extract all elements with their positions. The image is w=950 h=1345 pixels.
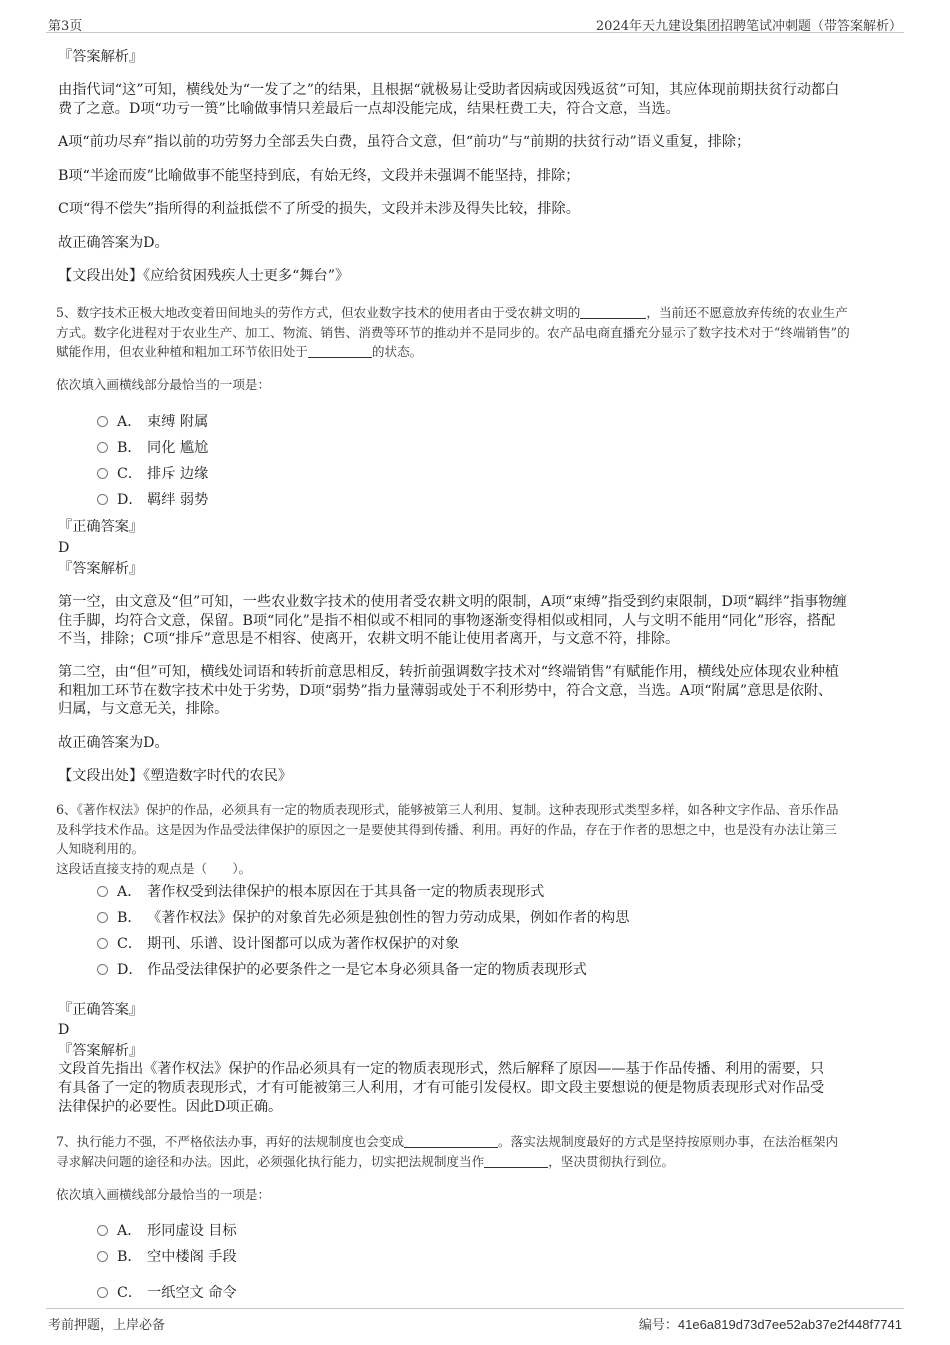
footer-slogan: 考前押题，上岸必备 (48, 1318, 166, 1333)
q5-answer-title: 『正确答案』 (58, 519, 144, 535)
q5-option-d[interactable]: D． 羁绊 弱势 (97, 490, 208, 510)
q5-analysis-title: 『答案解析』 (58, 561, 144, 577)
q6-option-c[interactable]: C． 期刊、乐谱、设计图都可以成为著作权保护的对象 (97, 934, 459, 954)
q7-option-b[interactable]: B． 空中楼阁 手段 (97, 1247, 237, 1267)
q5-blank-2 (308, 344, 372, 358)
q6-option-b[interactable]: B． 《著作权法》保护的对象首先必须是独创性的智力劳动成果，例如作者的构思 (97, 908, 629, 928)
q7-stem-line1: 7、执行能力不强，不严格依法办事，再好的法规制度也会变成 。落实法规制度最好的方式是坚持按原则办事，在法治框架内 (56, 1134, 839, 1149)
q6-analysis-line1: 文段首先指出《著作权法》保护的作品必须具有一定的物质表现形式，然后解释了原因——基于作品传播、利用的需要，只 (58, 1061, 825, 1077)
prev-analysis-option-a: A项“前功尽弃”指以前的功劳努力全部丢失白费，虽符合文意，但“前功”与“前期的扶贫行动”语义重复，排除； (58, 134, 751, 150)
prev-analysis-p1-line2: 费了之意。D项“功亏一篑”比喻做事情只差最后一点却没能完成，结果枉费工夫，符合文意，当选。 (58, 101, 680, 117)
q5-stem-line3: 赋能作用，但农业种植和粗加工环节依旧处于 的状态。 (56, 344, 423, 359)
q5-stem-line1: 5、数字技术正极大地改变着田间地头的劳作方式，但农业数字技术的使用者由于受农耕文明的 ，当前还不愿意放弃传统的农业生产 (56, 305, 848, 320)
page-footer (46, 1308, 904, 1333)
q5-analysis-p2-line1: 第二空，由“但”可知，横线处词语和转折前意思相反，转折前强调数字技术对“终端销售”有赋能作用，横线处应体现农业种植 (58, 664, 839, 680)
q5-option-c[interactable]: C． 排斥 边缘 (97, 464, 208, 484)
radio-icon[interactable] (97, 1287, 108, 1298)
q5-conclusion: 故正确答案为D。 (58, 735, 169, 751)
radio-icon[interactable] (97, 494, 108, 505)
q7-instruction: 依次填入画横线部分最恰当的一项是： (56, 1187, 271, 1202)
radio-icon[interactable] (97, 938, 108, 949)
prev-conclusion: 故正确答案为D。 (58, 235, 169, 251)
q7-option-c[interactable]: C． 一纸空文 命令 (97, 1283, 237, 1303)
radio-icon[interactable] (97, 468, 108, 479)
radio-icon[interactable] (97, 1225, 108, 1236)
radio-icon[interactable] (97, 912, 108, 923)
page-header (46, 12, 904, 33)
prev-analysis-option-c: C项“得不偿失”指所得的利益抵偿不了所受的损失，文段并未涉及得失比较，排除。 (58, 201, 580, 217)
q5-analysis-p2-line2: 和粗加工环节在数字技术中处于劣势，D项“弱势”指力量薄弱或处于不利形势中，符合文意，当选。A项“附属”意思是依附、 (58, 683, 833, 699)
q6-option-a[interactable]: A． 著作权受到法律保护的根本原因在于其具备一定的物质表现形式 (97, 882, 544, 902)
q5-answer: D (58, 540, 70, 556)
footer-code: 编号：41e6a819d73d7ee52ab37e2f448f7741 (638, 1317, 902, 1333)
q6-option-d[interactable]: D． 作品受法律保护的必要条件之一是它本身必须具备一定的物质表现形式 (97, 960, 587, 980)
q7-stem-line2: 寻求解决问题的途径和办法。因此，必须强化执行能力，切实把法规制度当作 ，坚决贯彻执行到位。 (56, 1154, 675, 1169)
prev-source: 【文段出处】《应给贫困残疾人士更多“舞台”》 (58, 268, 350, 284)
q5-analysis-p1-line2: 住手脚，均符合文意，保留。B项“同化”是指不相似或不相同的事物逐渐变得相似或相同，人与文明不能用“同化”形容，搭配 (58, 613, 836, 629)
q6-answer-title: 『正确答案』 (58, 1002, 144, 1018)
q5-analysis-p2-line3: 归属，与文意无关，排除。 (58, 701, 229, 717)
q5-analysis-p1-line3: 不当，排除；C项“排斥”意思是不相容、使离开，农耕文明不能让使用者离开，与文意不符，排除。 (58, 631, 680, 647)
q6-stem-line2: 及科学技术作品。这是因为作品受法律保护的原因之一是要使其得到传播、利用。再好的作品，存在于作者的思想之中，也是没有办法让第三 (56, 822, 837, 837)
document-title: 2024年天九建设集团招聘笔试冲刺题（带答案解析） (595, 19, 902, 34)
q5-blank-1 (580, 305, 646, 319)
q5-option-b[interactable]: B． 同化 尴尬 (97, 438, 208, 458)
q7-option-a[interactable]: A． 形同虚设 目标 (97, 1221, 237, 1241)
q6-analysis-line3: 法律保护的必要性。因此D项正确。 (58, 1099, 283, 1115)
q6-analysis-title: 『答案解析』 (58, 1043, 144, 1059)
page-number: 第3页 (48, 19, 83, 34)
radio-icon[interactable] (97, 1251, 108, 1262)
radio-icon[interactable] (97, 442, 108, 453)
q5-stem-line2: 方式。数字化进程对于农业生产、加工、物流、销售、消费等环节的推动并不是同步的。农产品电商直播充分显示了数字技术对于“终端销售”的 (56, 325, 850, 340)
q5-instruction: 依次填入画横线部分最恰当的一项是： (56, 377, 271, 392)
radio-icon[interactable] (97, 886, 108, 897)
prev-analysis-option-b: B项“半途而废”比喻做事不能坚持到底，有始无终，文段并未强调不能坚持，排除； (58, 168, 580, 184)
q5-analysis-p1-line1: 第一空，由文意及“但”可知，一些农业数字技术的使用者受农耕文明的限制，A项“束缚”指受到约束限制，D项“羁绊”指事物缠 (58, 594, 847, 610)
radio-icon[interactable] (97, 416, 108, 427)
q6-answer: D (58, 1022, 70, 1038)
q7-blank-2 (484, 1154, 548, 1168)
q7-blank-1 (404, 1134, 498, 1148)
q5-option-a[interactable]: A． 束缚 附属 (97, 412, 208, 432)
q6-question: 这段话直接支持的观点是（ ）。 (56, 861, 252, 876)
q6-stem-line1: 6、《著作权法》保护的作品，必须具有一定的物质表现形式，能够被第三人利用、复制。这种表现形式类型多样，如各种文字作品、音乐作品 (56, 802, 839, 817)
q6-stem-line3: 人知晓利用的。 (56, 841, 145, 856)
radio-icon[interactable] (97, 964, 108, 975)
q6-analysis-line2: 有具备了一定的物质表现形式，才有可能被第三人利用，才有可能引发侵权。即文段主要想说的便是物质表现形式对作品受 (58, 1080, 825, 1096)
prev-analysis-p1-line1: 由指代词“这”可知，横线处为“一发了之”的结果，且根据“就极易让受助者因病或因残返贫”可知，其应体现前期扶贫行动都白 (58, 82, 840, 98)
prev-analysis-title: 『答案解析』 (58, 49, 144, 65)
q5-source: 【文段出处】《塑造数字时代的农民》 (58, 768, 293, 784)
